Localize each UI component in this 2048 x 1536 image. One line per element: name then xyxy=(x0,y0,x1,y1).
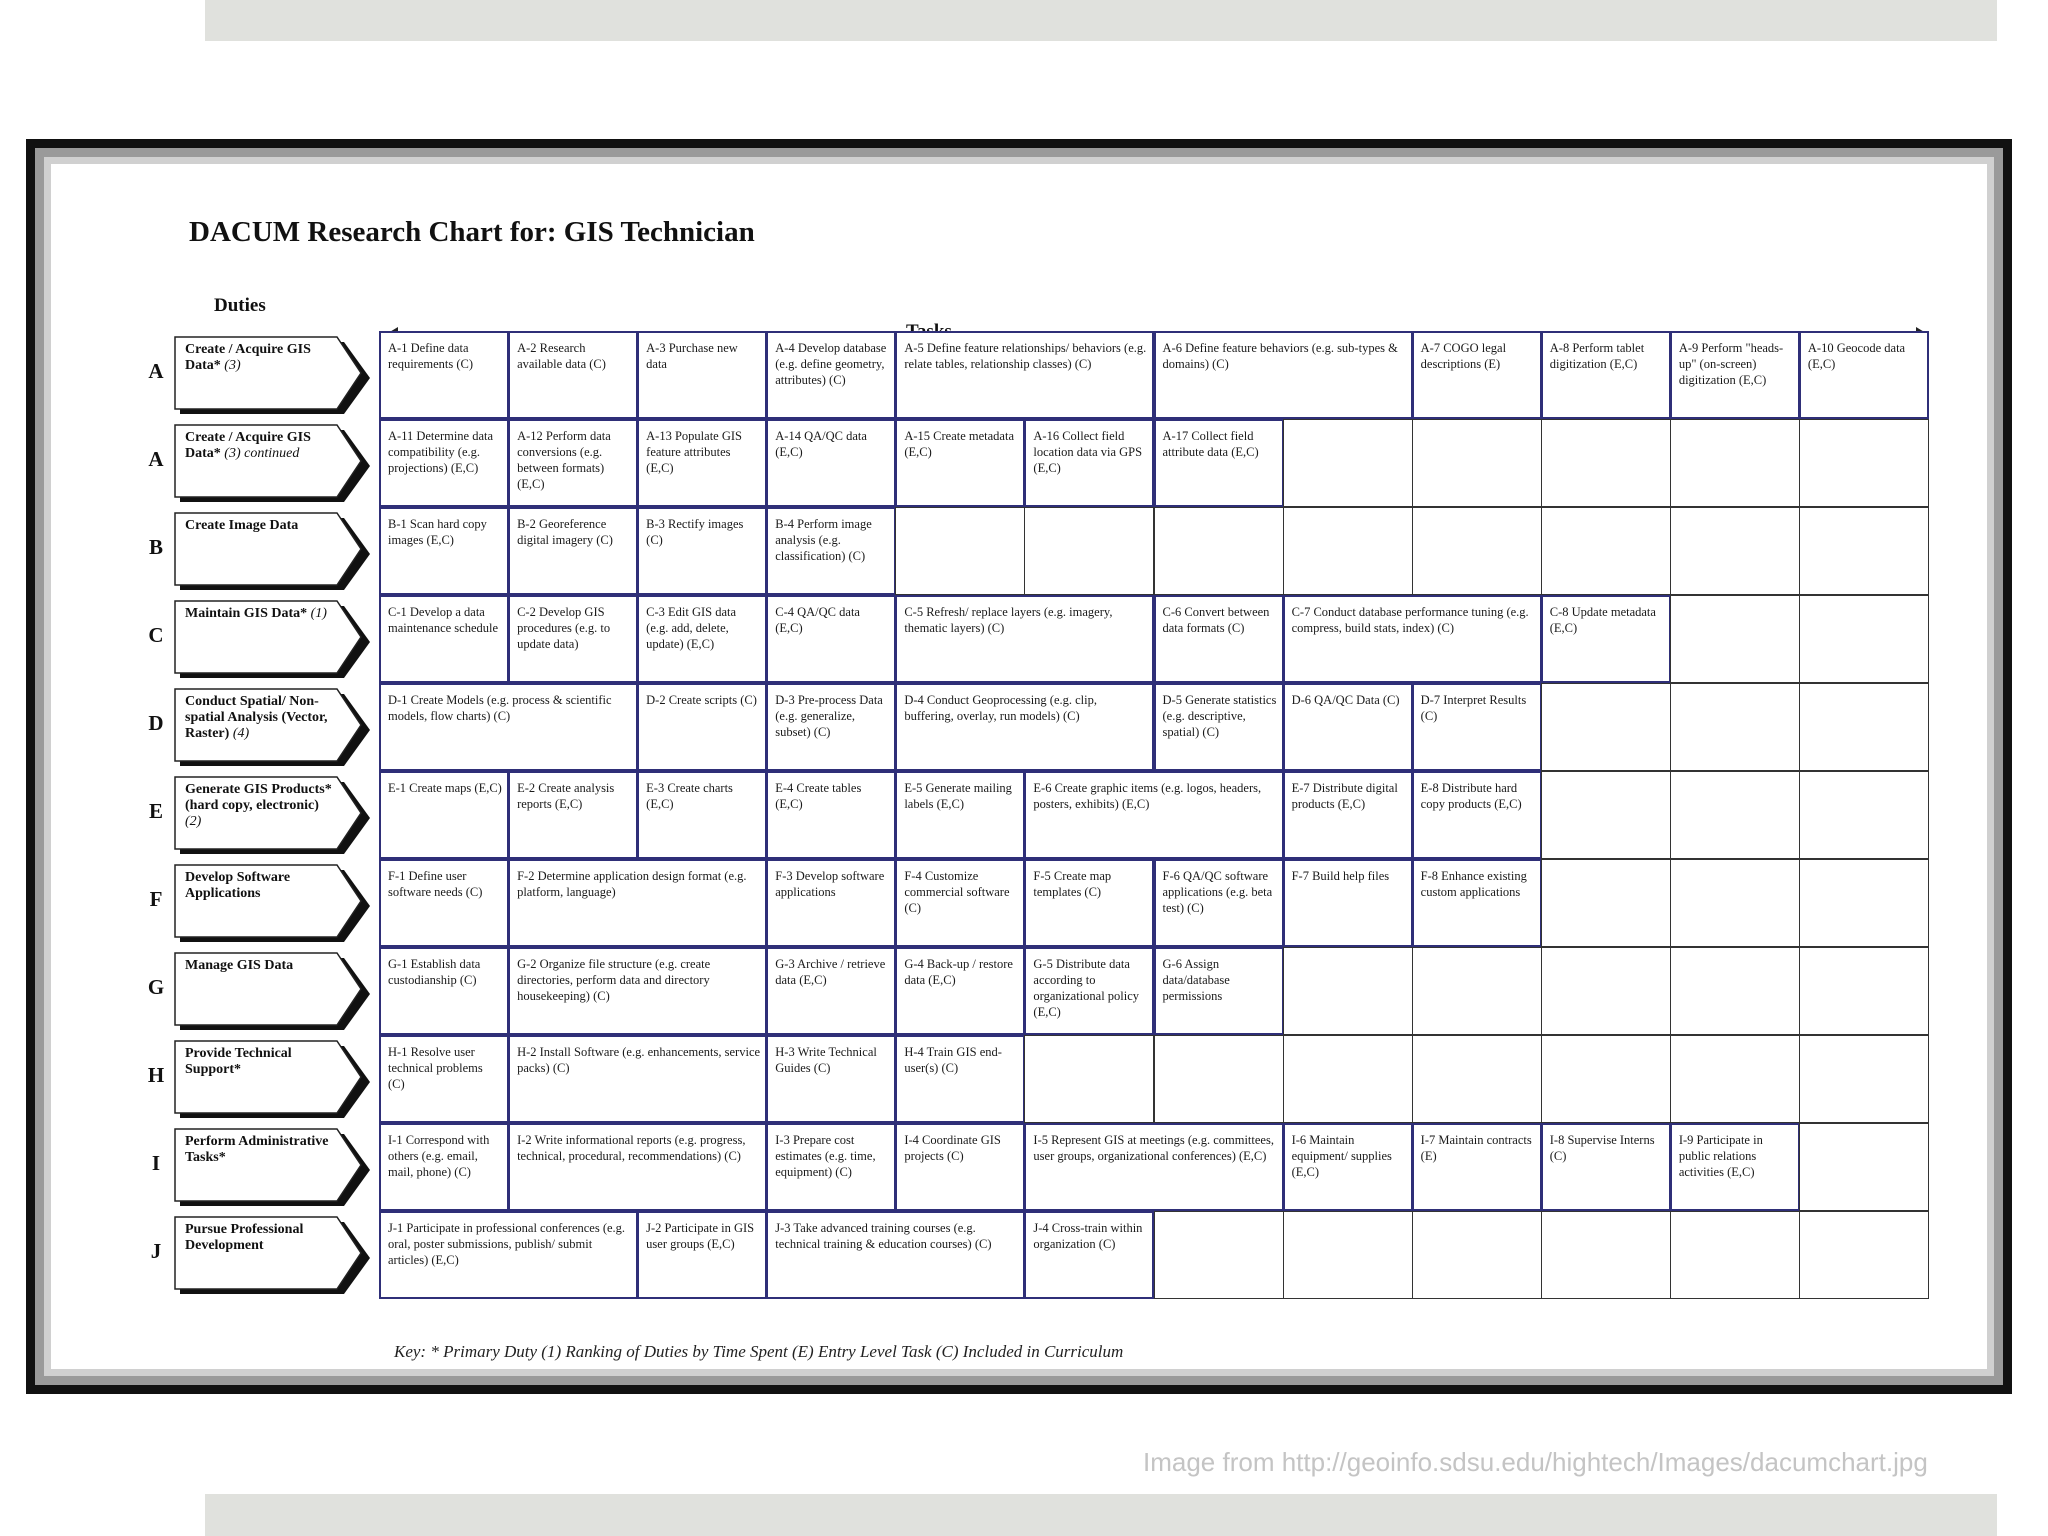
duty-letter: C xyxy=(148,623,164,647)
empty-cell xyxy=(1799,771,1929,859)
task-cell: A-10 Geocode data (E,C) xyxy=(1799,331,1929,419)
task-cell: E-7 Distribute digital products (E,C) xyxy=(1283,771,1413,859)
top-banner xyxy=(205,0,1997,41)
duty-title xyxy=(185,870,335,902)
task-cell: C-1 Develop a data maintenance schedule xyxy=(379,595,509,683)
duty-rank: (1) xyxy=(310,606,327,621)
empty-cell xyxy=(1670,771,1800,859)
duty-name: Provide Technical Support* xyxy=(185,1046,292,1077)
task-cell: B-1 Scan hard copy images (E,C) xyxy=(379,507,509,595)
duty-name: Perform Administrative Tasks* xyxy=(185,1134,329,1165)
empty-cell xyxy=(1283,419,1413,507)
task-cell: F-4 Customize commercial software (C) xyxy=(895,859,1025,947)
empty-cell xyxy=(1412,1035,1542,1123)
task-cell: A-9 Perform "heads-up" (on-screen) digitization (E,C) xyxy=(1670,331,1800,419)
task-cell: D-7 Interpret Results (C) xyxy=(1412,683,1542,771)
duty-title xyxy=(185,606,335,622)
task-cell: A-7 COGO legal descriptions (E) xyxy=(1412,331,1542,419)
empty-cell xyxy=(1283,1035,1413,1123)
task-cell: I-1 Correspond with others (e.g. email, mail, phone) (C) xyxy=(379,1123,509,1211)
task-cell: A-12 Perform data conversions (e.g. between formats) (E,C) xyxy=(508,419,638,507)
empty-cell xyxy=(1024,507,1154,595)
duty-name: Manage GIS Data xyxy=(185,958,294,973)
empty-cell xyxy=(1541,419,1671,507)
task-cell: C-2 Develop GIS procedures (e.g. to update data) xyxy=(508,595,638,683)
task-cell: E-6 Create graphic items (e.g. logos, headers, posters, exhibits) (E,C) xyxy=(1024,771,1283,859)
empty-cell xyxy=(895,507,1025,595)
task-cell: C-3 Edit GIS data (e.g. add, delete, update) (E,C) xyxy=(637,595,767,683)
duty-name: Conduct Spatial/ Non-spatial Analysis (Vector, Raster) xyxy=(185,694,328,741)
empty-cell xyxy=(1670,419,1800,507)
task-cell: E-1 Create maps (E,C) xyxy=(379,771,509,859)
empty-cell xyxy=(1541,507,1671,595)
duty-title xyxy=(185,1134,335,1166)
task-cell: G-6 Assign data/database permissions xyxy=(1154,947,1284,1035)
chart-frame xyxy=(26,139,2012,1394)
task-cell: D-6 QA/QC Data (C) xyxy=(1283,683,1413,771)
empty-cell xyxy=(1541,859,1671,947)
task-cell: E-3 Create charts (E,C) xyxy=(637,771,767,859)
duty-title xyxy=(185,958,335,974)
duty-box xyxy=(174,336,371,414)
duty-name: Develop Software Applications xyxy=(185,870,291,901)
task-cell: I-6 Maintain equipment/ supplies (E,C) xyxy=(1283,1123,1413,1211)
empty-cell xyxy=(1283,1211,1413,1299)
task-cell: G-4 Back-up / restore data (E,C) xyxy=(895,947,1025,1035)
task-cell: F-3 Develop software applications xyxy=(766,859,896,947)
task-cell: I-9 Participate in public relations activities (E,C) xyxy=(1670,1123,1800,1211)
task-cell: A-1 Define data requirements (C) xyxy=(379,331,509,419)
duty-box xyxy=(174,512,371,590)
duty-name: Pursue Professional Development xyxy=(185,1222,304,1253)
task-cell: F-8 Enhance existing custom applications xyxy=(1412,859,1542,947)
duty-rank: (3) xyxy=(224,358,241,373)
empty-cell xyxy=(1799,419,1929,507)
task-cell: C-8 Update metadata (E,C) xyxy=(1541,595,1671,683)
task-cell: I-5 Represent GIS at meetings (e.g. committees, user groups, organizational conferences) (E,C) xyxy=(1024,1123,1283,1211)
duty-letter: J xyxy=(150,1239,162,1263)
task-cell: H-3 Write Technical Guides (C) xyxy=(766,1035,896,1123)
chart-title: DACUM Research Chart for: GIS Technician xyxy=(189,216,755,248)
task-cell: D-3 Pre-process Data (e.g. generalize, subset) (C) xyxy=(766,683,896,771)
task-cell: E-8 Distribute hard copy products (E,C) xyxy=(1412,771,1542,859)
task-cell: G-1 Establish data custodianship (C) xyxy=(379,947,509,1035)
task-cell: A-5 Define feature relationships/ behaviors (e.g. relate tables, relationship classes) (C) xyxy=(895,331,1154,419)
image-credit: Image from http://geoinfo.sdsu.edu/hightech/Images/dacumchart.jpg xyxy=(1143,1447,1928,1477)
empty-cell xyxy=(1670,859,1800,947)
empty-cell xyxy=(1412,419,1542,507)
duty-title xyxy=(185,430,335,462)
task-cell: A-6 Define feature behaviors (e.g. sub-types & domains) (C) xyxy=(1154,331,1413,419)
empty-cell xyxy=(1670,1035,1800,1123)
task-cell: B-3 Rectify images (C) xyxy=(637,507,767,595)
task-cell: D-1 Create Models (e.g. process & scientific models, flow charts) (C) xyxy=(379,683,638,771)
task-cell: B-2 Georeference digital imagery (C) xyxy=(508,507,638,595)
task-cell: F-2 Determine application design format (e.g. platform, language) xyxy=(508,859,767,947)
duty-name: Create / Acquire GIS Data* xyxy=(185,430,311,461)
empty-cell xyxy=(1024,1035,1154,1123)
duty-letter: D xyxy=(148,711,164,735)
task-cell: J-2 Participate in GIS user groups (E,C) xyxy=(637,1211,767,1299)
empty-cell xyxy=(1541,947,1671,1035)
task-cell: F-1 Define user software needs (C) xyxy=(379,859,509,947)
task-row xyxy=(379,771,1928,859)
empty-cell xyxy=(1799,947,1929,1035)
task-cell: J-4 Cross-train within organization (C) xyxy=(1024,1211,1154,1299)
task-cell: F-7 Build help files xyxy=(1283,859,1413,947)
empty-cell xyxy=(1541,771,1671,859)
task-row xyxy=(379,331,1928,419)
task-row xyxy=(379,1035,1928,1123)
duty-name: Create Image Data xyxy=(185,518,299,533)
task-cell: E-2 Create analysis reports (E,C) xyxy=(508,771,638,859)
task-grid xyxy=(379,331,1928,1297)
task-cell: C-4 QA/QC data (E,C) xyxy=(766,595,896,683)
task-row xyxy=(379,1211,1928,1299)
empty-cell xyxy=(1799,1123,1929,1211)
task-cell: A-3 Purchase new data xyxy=(637,331,767,419)
duties-heading: Duties xyxy=(214,295,266,316)
task-cell: D-2 Create scripts (C) xyxy=(637,683,767,771)
chart-key: Key: * Primary Duty (1) Ranking of Duties by Time Spent (E) Entry Level Task (C) Included in Curriculum xyxy=(394,1342,1124,1361)
empty-cell xyxy=(1670,947,1800,1035)
task-cell: A-11 Determine data compatibility (e.g. projections) (E,C) xyxy=(379,419,509,507)
duty-box xyxy=(174,776,371,854)
duty-box xyxy=(174,952,371,1030)
task-cell: I-7 Maintain contracts (E) xyxy=(1412,1123,1542,1211)
task-cell: A-15 Create metadata (E,C) xyxy=(895,419,1025,507)
task-row xyxy=(379,683,1928,771)
empty-cell xyxy=(1670,595,1800,683)
empty-cell xyxy=(1154,507,1284,595)
task-row xyxy=(379,419,1928,507)
duty-letter: F xyxy=(149,887,163,911)
duty-letter: E xyxy=(148,799,163,823)
task-cell: J-3 Take advanced training courses (e.g. technical training & education courses) (C) xyxy=(766,1211,1025,1299)
task-cell: A-2 Research available data (C) xyxy=(508,331,638,419)
task-cell: D-4 Conduct Geoprocessing (e.g. clip, buffering, overlay, run models) (C) xyxy=(895,683,1154,771)
empty-cell xyxy=(1799,1211,1929,1299)
empty-cell xyxy=(1412,1211,1542,1299)
task-cell: I-8 Supervise Interns (C) xyxy=(1541,1123,1671,1211)
empty-cell xyxy=(1283,947,1413,1035)
task-row xyxy=(379,1123,1928,1211)
chart-sheet xyxy=(51,164,1987,1369)
duty-letter: A xyxy=(148,447,164,471)
task-row xyxy=(379,947,1928,1035)
empty-cell xyxy=(1154,1035,1284,1123)
task-cell: A-13 Populate GIS feature attributes (E,C) xyxy=(637,419,767,507)
empty-cell xyxy=(1799,683,1929,771)
task-cell: I-3 Prepare cost estimates (e.g. time, equipment) (C) xyxy=(766,1123,896,1211)
task-cell: D-5 Generate statistics (e.g. descriptive, spatial) (C) xyxy=(1154,683,1284,771)
task-cell: A-16 Collect field location data via GPS (E,C) xyxy=(1024,419,1154,507)
task-row xyxy=(379,507,1928,595)
duty-title xyxy=(185,342,335,374)
duty-title xyxy=(185,1222,335,1254)
duty-box xyxy=(174,864,371,942)
empty-cell xyxy=(1154,1211,1284,1299)
task-row xyxy=(379,859,1928,947)
task-cell: J-1 Participate in professional conferences (e.g. oral, poster submissions, publish/ submit articles) (E,C) xyxy=(379,1211,638,1299)
duty-box xyxy=(174,600,371,678)
duty-box xyxy=(174,1128,371,1206)
duty-rank: (3) continued xyxy=(224,446,300,461)
task-cell: F-6 QA/QC software applications (e.g. beta test) (C) xyxy=(1154,859,1284,947)
duty-letter: B xyxy=(148,535,163,559)
task-cell: A-8 Perform tablet digitization (E,C) xyxy=(1541,331,1671,419)
duty-box xyxy=(174,424,371,502)
duty-name: Generate GIS Products* (hard copy, electronic) xyxy=(185,782,332,813)
empty-cell xyxy=(1412,507,1542,595)
empty-cell xyxy=(1283,507,1413,595)
duty-name: Maintain GIS Data* xyxy=(185,606,308,621)
task-cell: C-5 Refresh/ replace layers (e.g. imagery, thematic layers) (C) xyxy=(895,595,1154,683)
task-cell: B-4 Perform image analysis (e.g. classification) (C) xyxy=(766,507,896,595)
duty-rank: (2) xyxy=(185,814,202,829)
task-cell: C-7 Conduct database performance tuning (e.g. compress, build stats, index) (C) xyxy=(1283,595,1542,683)
duty-title xyxy=(185,694,335,742)
empty-cell xyxy=(1541,1035,1671,1123)
task-cell: H-2 Install Software (e.g. enhancements, service packs) (C) xyxy=(508,1035,767,1123)
task-cell: H-4 Train GIS end-user(s) (C) xyxy=(895,1035,1025,1123)
duty-title xyxy=(185,518,335,534)
empty-cell xyxy=(1670,683,1800,771)
empty-cell xyxy=(1670,507,1800,595)
duty-letter: I xyxy=(151,1151,161,1175)
duty-box xyxy=(174,1040,371,1118)
duty-letter: H xyxy=(147,1063,165,1087)
task-cell: A-4 Develop database (e.g. define geometry, attributes) (C) xyxy=(766,331,896,419)
duty-box xyxy=(174,688,371,766)
duty-box xyxy=(174,1216,371,1294)
task-cell: A-14 QA/QC data (E,C) xyxy=(766,419,896,507)
empty-cell xyxy=(1541,1211,1671,1299)
task-cell: G-5 Distribute data according to organizational policy (E,C) xyxy=(1024,947,1154,1035)
task-cell: A-17 Collect field attribute data (E,C) xyxy=(1154,419,1284,507)
task-cell: E-5 Generate mailing labels (E,C) xyxy=(895,771,1025,859)
task-cell: C-6 Convert between data formats (C) xyxy=(1154,595,1284,683)
duty-name: Create / Acquire GIS Data* xyxy=(185,342,311,373)
task-cell: H-1 Resolve user technical problems (C) xyxy=(379,1035,509,1123)
duty-title xyxy=(185,782,335,830)
task-row xyxy=(379,595,1928,683)
empty-cell xyxy=(1670,1211,1800,1299)
task-cell: E-4 Create tables (E,C) xyxy=(766,771,896,859)
task-cell: G-3 Archive / retrieve data (E,C) xyxy=(766,947,896,1035)
empty-cell xyxy=(1541,683,1671,771)
task-cell: I-2 Write informational reports (e.g. progress, technical, procedural, recommendations) (C) xyxy=(508,1123,767,1211)
empty-cell xyxy=(1412,947,1542,1035)
empty-cell xyxy=(1799,859,1929,947)
bottom-banner xyxy=(205,1494,1997,1536)
empty-cell xyxy=(1799,1035,1929,1123)
duty-title xyxy=(185,1046,335,1078)
duty-letter: A xyxy=(148,359,164,383)
task-cell: I-4 Coordinate GIS projects (C) xyxy=(895,1123,1025,1211)
duty-letter: G xyxy=(147,975,165,999)
duty-rank: (4) xyxy=(232,726,250,741)
task-cell: F-5 Create map templates (C) xyxy=(1024,859,1154,947)
task-cell: G-2 Organize file structure (e.g. create directories, perform data and directory housekeeping) (C) xyxy=(508,947,767,1035)
empty-cell xyxy=(1799,595,1929,683)
empty-cell xyxy=(1799,507,1929,595)
